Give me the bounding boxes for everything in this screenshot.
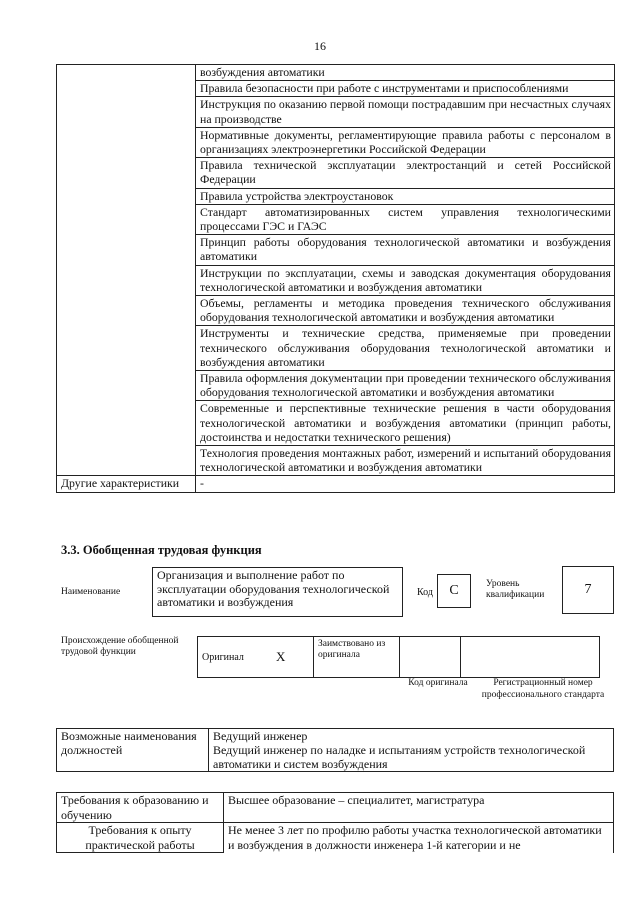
page-number: 16 <box>314 39 326 53</box>
knowledge-item: Правила безопасности при работе с инструментами и приспособлениями <box>196 81 615 97</box>
knowledge-item: Нормативные документы, регламентирующие правила работы с персоналом в организациях электроэнергетики Российской Федерации <box>196 127 615 157</box>
section-title: 3.3. Обобщенная трудовая функция <box>61 543 262 557</box>
name-label: Наименование <box>61 587 121 597</box>
knowledge-table <box>56 64 615 493</box>
experience-label: Требования к опыту практической работы <box>57 823 224 853</box>
knowledge-item: Инструкции по эксплуатации, схемы и заводская документация оборудования технологической автоматики и возбуждения автоматики <box>196 265 615 295</box>
table-row <box>57 793 614 823</box>
knowledge-label-cell <box>57 65 196 476</box>
original-mark: X <box>272 637 314 678</box>
table-row <box>57 476 615 492</box>
knowledge-item: Объемы, регламенты и методика проведения технического обслуживания оборудования технологической автоматики и возбуждения автоматики <box>196 296 615 326</box>
positions-table <box>56 728 614 772</box>
origin-label: Происхождение обобщенной трудовой функции <box>61 636 179 657</box>
knowledge-item: Правила технической эксплуатации электростанций и сетей Российской Федерации <box>196 158 615 188</box>
knowledge-item: Инструкция по оказанию первой помощи пострадавшим при несчастных случаях на производстве <box>196 97 615 127</box>
positions-label: Возможные наименования должностей <box>57 729 209 772</box>
other-characteristics-value: - <box>196 476 615 492</box>
reg-number-cell <box>461 637 600 678</box>
level-label: Уровень квалификации <box>486 579 545 600</box>
other-characteristics-label: Другие характеристики <box>57 476 196 492</box>
knowledge-item: Правила устройства электроустановок <box>196 188 615 204</box>
code-original-cell <box>400 637 461 678</box>
knowledge-item: Современные и перспективные технические решения в части оборудования технологической автоматики и возбуждения автоматики (принцип работы, достоинства и недостатки технического решения) <box>196 401 615 446</box>
requirements-table <box>56 792 614 853</box>
knowledge-item: Правила оформления документации при проведении технического обслуживания оборудования технологической автоматики и возбуждения автоматики <box>196 371 615 401</box>
positions-values <box>209 729 614 772</box>
table-row <box>57 65 615 81</box>
code-value-box: C <box>437 574 471 608</box>
code-label: Код <box>417 587 433 598</box>
level-value-box: 7 <box>562 566 614 614</box>
original-label: Оригинал <box>198 637 273 678</box>
experience-value: Не менее 3 лет по профилю работы участка технологической автоматики и возбуждения в должности инженера 1-й категории и не <box>224 823 614 853</box>
knowledge-item: Инструменты и технические средства, применяемые при проведении технического обслуживания оборудования технологической автоматики и возбуждения автоматики <box>196 326 615 371</box>
knowledge-item: возбуждения автоматики <box>196 65 615 81</box>
table-row <box>57 729 614 772</box>
origin-table <box>197 636 600 678</box>
education-value: Высшее образование – специалитет, магистратура <box>224 793 614 823</box>
position-item: Ведущий инженер по наладке и испытаниям устройств технологической автоматики и систем возбуждения <box>213 743 586 771</box>
education-label: Требования к образованию и обучению <box>57 793 224 823</box>
reg-number-caption: Регистрационный номер профессионального стандарта <box>481 678 605 700</box>
table-row <box>57 823 614 853</box>
table-row <box>198 637 600 678</box>
knowledge-item: Принцип работы оборудования технологической автоматики и возбуждения автоматики <box>196 235 615 265</box>
code-original-caption: Код оригинала <box>408 678 468 688</box>
knowledge-item: Стандарт автоматизированных систем управления технологическими процессами ГЭС и ГАЭС <box>196 204 615 234</box>
knowledge-item: Технология проведения монтажных работ, измерений и испытаний оборудования технологической автоматики и возбуждения автоматики <box>196 446 615 476</box>
borrowed-label: Заимствовано из оригинала <box>314 637 400 678</box>
position-item: Ведущий инженер <box>213 729 308 743</box>
function-name-box: Организация и выполнение работ по эксплуатации оборудования технологической автоматики и возбуждения <box>152 567 403 617</box>
